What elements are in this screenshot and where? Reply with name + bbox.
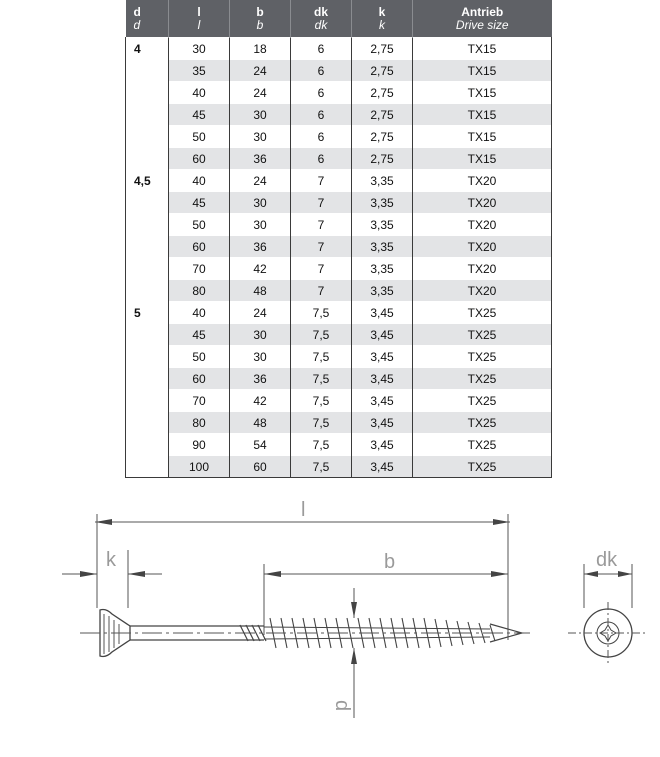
table-cell: 7 <box>291 280 352 302</box>
column-header-label: dk <box>313 4 328 19</box>
table-cell: 80 <box>169 412 230 434</box>
table-cell: 30 <box>230 126 291 148</box>
table-cell: 7,5 <box>291 434 352 456</box>
table-cell: 24 <box>230 302 291 324</box>
table-row <box>126 346 552 368</box>
table-cell: 40 <box>169 302 230 324</box>
column-header-label: d <box>133 4 141 19</box>
table-cell: 48 <box>230 280 291 302</box>
arrow-l-right <box>493 519 510 525</box>
table-cell: 40 <box>169 82 230 104</box>
label-k: k <box>106 549 116 571</box>
table-cell: 6 <box>291 148 352 170</box>
column-header-4 <box>352 0 413 38</box>
table-cell: 2,75 <box>352 38 413 60</box>
table-cell: 7 <box>291 258 352 280</box>
table-cell <box>126 148 169 170</box>
screw-dimension-table <box>125 0 552 478</box>
table-cell: 30 <box>230 324 291 346</box>
column-header-label: Antrieb <box>461 4 504 19</box>
table-cell: 5 <box>126 302 169 324</box>
table-cell: 60 <box>169 368 230 390</box>
table-cell: TX20 <box>413 170 552 192</box>
table-row <box>126 192 552 214</box>
thread-core-bottom <box>264 637 490 639</box>
table-cell: 35 <box>169 60 230 82</box>
table-cell: 7,5 <box>291 346 352 368</box>
arrow-k-right <box>128 571 145 577</box>
table-body <box>126 38 552 478</box>
table-cell: 3,45 <box>352 368 413 390</box>
table-cell <box>126 346 169 368</box>
table-cell: TX25 <box>413 324 552 346</box>
table-cell: 70 <box>169 390 230 412</box>
table-cell: 3,45 <box>352 456 413 478</box>
column-header-sublabel: l <box>197 17 201 32</box>
table-cell: 2,75 <box>352 104 413 126</box>
table-cell <box>126 368 169 390</box>
table-cell: 3,45 <box>352 302 413 324</box>
table-cell: 30 <box>169 38 230 60</box>
table-cell: TX25 <box>413 412 552 434</box>
header-row <box>126 0 552 38</box>
table-cell: 6 <box>291 126 352 148</box>
table-row <box>126 60 552 82</box>
table-cell: 60 <box>169 236 230 258</box>
table-row <box>126 280 552 302</box>
table-cell <box>126 324 169 346</box>
table-cell: 7,5 <box>291 412 352 434</box>
table-cell: 7,5 <box>291 324 352 346</box>
table-cell: 7,5 <box>291 456 352 478</box>
arrow-dk-right <box>618 571 632 577</box>
table-cell: TX15 <box>413 82 552 104</box>
table-cell: TX15 <box>413 60 552 82</box>
table-cell: 6 <box>291 104 352 126</box>
column-header-sublabel: b <box>256 17 264 32</box>
table-cell: TX25 <box>413 302 552 324</box>
arrow-l-left <box>95 519 112 525</box>
table-cell: 30 <box>230 192 291 214</box>
table-cell: TX15 <box>413 38 552 60</box>
table-cell: 42 <box>230 258 291 280</box>
table-row <box>126 38 552 60</box>
column-header-0 <box>126 0 169 38</box>
column-header-3 <box>291 0 352 38</box>
table-cell: 3,35 <box>352 258 413 280</box>
screw-technical-drawing <box>0 490 660 740</box>
table-cell: 7 <box>291 236 352 258</box>
table-cell: 7 <box>291 192 352 214</box>
table-cell <box>126 236 169 258</box>
table-cell <box>126 214 169 236</box>
table-cell: 45 <box>169 192 230 214</box>
table-header <box>126 0 552 38</box>
table-cell: 60 <box>230 456 291 478</box>
table-cell: 42 <box>230 390 291 412</box>
table-cell: 36 <box>230 148 291 170</box>
table-cell: 7 <box>291 170 352 192</box>
table-cell: TX25 <box>413 390 552 412</box>
column-header-sublabel: dk <box>314 17 328 32</box>
table-cell: TX15 <box>413 126 552 148</box>
table-cell: 4,5 <box>126 170 169 192</box>
table-cell: 36 <box>230 236 291 258</box>
table-cell: 3,35 <box>352 214 413 236</box>
column-header-label: b <box>256 4 264 19</box>
table-cell: 30 <box>230 214 291 236</box>
table-cell: 3,45 <box>352 324 413 346</box>
column-header-sublabel: d <box>133 17 141 32</box>
column-header-5 <box>413 0 552 38</box>
table-row <box>126 302 552 324</box>
table-cell: 45 <box>169 104 230 126</box>
table-cell: 24 <box>230 60 291 82</box>
table-cell: 3,45 <box>352 346 413 368</box>
thread-core-top <box>264 627 490 629</box>
table-cell <box>126 82 169 104</box>
table-cell: 3,45 <box>352 434 413 456</box>
table-cell <box>126 412 169 434</box>
table-cell <box>126 280 169 302</box>
table-cell: 36 <box>230 368 291 390</box>
table-cell <box>126 456 169 478</box>
table-cell: 30 <box>230 104 291 126</box>
table-cell: TX25 <box>413 368 552 390</box>
table-cell: 7,5 <box>291 368 352 390</box>
table-cell: 7,5 <box>291 390 352 412</box>
table-cell: 100 <box>169 456 230 478</box>
table-cell: TX20 <box>413 258 552 280</box>
column-header-2 <box>230 0 291 38</box>
table-cell: 6 <box>291 60 352 82</box>
table-cell: TX25 <box>413 456 552 478</box>
table-row <box>126 170 552 192</box>
table-row <box>126 236 552 258</box>
table-cell <box>126 126 169 148</box>
label-d: d <box>331 700 353 712</box>
column-header-1 <box>169 0 230 38</box>
label-b: b <box>384 551 396 573</box>
arrow-b-left <box>264 571 281 577</box>
column-header-sublabel: Drive size <box>455 17 509 32</box>
table-cell: 7 <box>291 214 352 236</box>
table-cell: 45 <box>169 324 230 346</box>
table-row <box>126 82 552 104</box>
arrow-dk-left <box>584 571 598 577</box>
table-cell: 3,35 <box>352 236 413 258</box>
table-row <box>126 148 552 170</box>
table-row <box>126 258 552 280</box>
table-cell: TX15 <box>413 104 552 126</box>
table-cell: 3,35 <box>352 170 413 192</box>
table-cell: TX15 <box>413 148 552 170</box>
column-header-label: l <box>197 4 201 19</box>
table-cell: 24 <box>230 170 291 192</box>
arrow-b-right <box>491 571 508 577</box>
table-cell: 3,35 <box>352 280 413 302</box>
table-cell: TX25 <box>413 434 552 456</box>
table-cell: 2,75 <box>352 126 413 148</box>
table-cell: 3,45 <box>352 412 413 434</box>
arrow-d-bottom <box>351 648 357 664</box>
table-row <box>126 104 552 126</box>
table-cell: TX20 <box>413 192 552 214</box>
table-cell: 50 <box>169 126 230 148</box>
column-header-label: k <box>378 4 386 19</box>
table-cell: 48 <box>230 412 291 434</box>
table-cell: 40 <box>169 170 230 192</box>
table-cell: 18 <box>230 38 291 60</box>
table-cell: 3,45 <box>352 390 413 412</box>
table-cell: 2,75 <box>352 148 413 170</box>
label-l: l <box>301 499 306 521</box>
table-row <box>126 324 552 346</box>
table-row <box>126 390 552 412</box>
table-row <box>126 456 552 478</box>
table-cell: 2,75 <box>352 60 413 82</box>
table-cell: TX20 <box>413 236 552 258</box>
table-cell: TX20 <box>413 280 552 302</box>
table-cell: 7,5 <box>291 302 352 324</box>
table-cell: 6 <box>291 82 352 104</box>
table-row <box>126 412 552 434</box>
column-header-sublabel: k <box>379 17 385 32</box>
table-cell: 54 <box>230 434 291 456</box>
table-cell <box>126 390 169 412</box>
arrow-d-top <box>351 602 357 618</box>
label-dk: dk <box>596 549 618 571</box>
table-cell: 2,75 <box>352 82 413 104</box>
table-cell: 70 <box>169 258 230 280</box>
table-cell: 6 <box>291 38 352 60</box>
table-cell: 30 <box>230 346 291 368</box>
table-cell: 50 <box>169 346 230 368</box>
table-cell: 90 <box>169 434 230 456</box>
table-cell: 50 <box>169 214 230 236</box>
table-row <box>126 434 552 456</box>
table-cell: 60 <box>169 148 230 170</box>
table-cell: TX20 <box>413 214 552 236</box>
table-cell <box>126 258 169 280</box>
table-cell: 3,35 <box>352 192 413 214</box>
table-row <box>126 214 552 236</box>
table-row <box>126 368 552 390</box>
table-cell: 4 <box>126 38 169 60</box>
table-cell <box>126 60 169 82</box>
table-cell: 24 <box>230 82 291 104</box>
arrow-k-left <box>80 571 97 577</box>
table-cell: 80 <box>169 280 230 302</box>
table-row <box>126 126 552 148</box>
table-cell <box>126 192 169 214</box>
table-cell <box>126 434 169 456</box>
table-cell: TX25 <box>413 346 552 368</box>
table-cell <box>126 104 169 126</box>
